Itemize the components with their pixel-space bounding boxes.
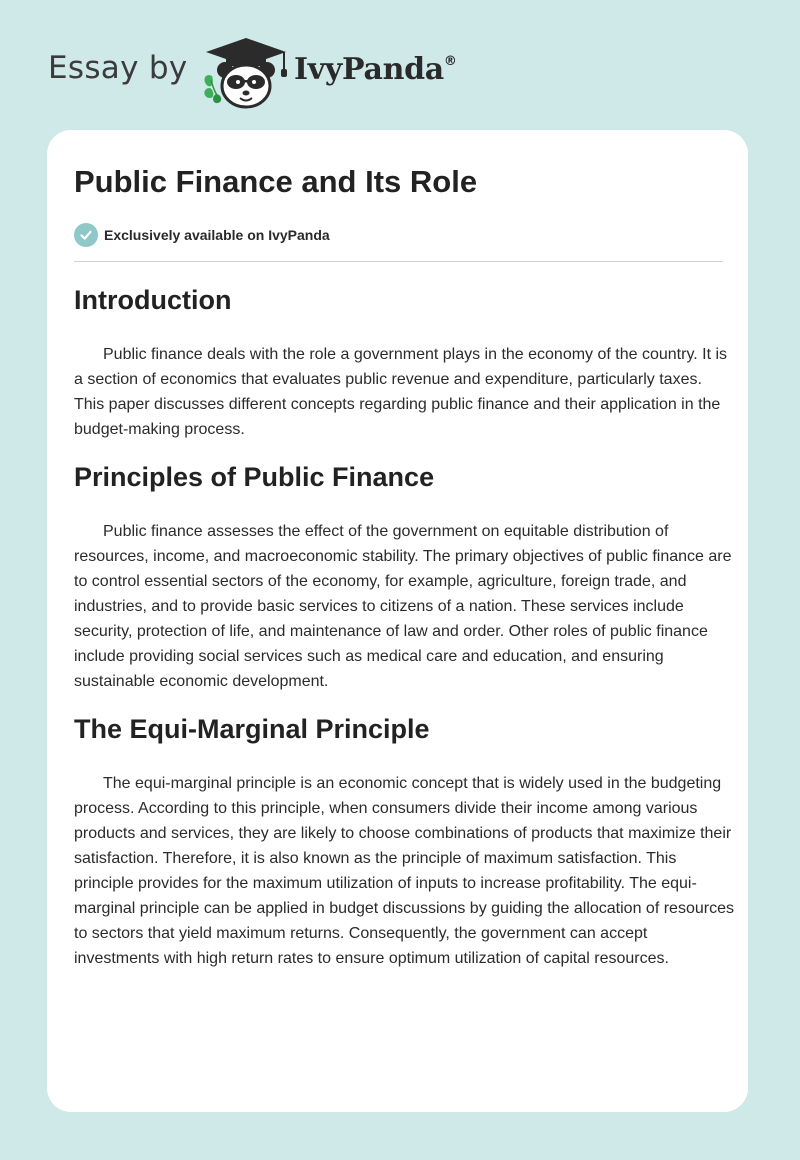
section-heading-principles: Principles of Public Finance [74,462,435,492]
check-icon [74,223,98,247]
site-header [0,0,800,120]
ivy-leaf-icon [204,75,221,103]
exclusive-badge [74,222,330,248]
section-body-equi-marginal: The equi-marginal principle is an economic concept that is widely used in the budgeting process. According to this principle, when consumers divide their income among various products and services, they are likely to choose combinations of products that maximize their satisfaction. Therefore, it is also known as the principle of maximum satisfaction. This principle provides for the maximum utilization of inputs to increase profitability. The equi-marginal principle can be applied in budget discussions by guiding the allocation of resources to sectors that yield maximum returns. Consequently, the government can accept investments with high return rates to ensure optimum utilization of capital resources. [74,775,734,967]
essay-card [47,130,748,1112]
divider [74,261,723,262]
section-heading-introduction: Introduction [74,285,232,315]
section-body-introduction: Public finance deals with the role a government plays in the economy of the country. It is a section of economics that evaluates public revenue and expenditure, particularly taxes. This paper discusses different concepts regarding public finance and their application in the budget-making process. [74,346,728,438]
section-heading-equi-marginal: The Equi-Marginal Principle [74,714,430,744]
page-title: Public Finance and Its Role [74,164,478,199]
essay-by-label: Essay by [48,50,188,86]
section-body-principles: Public finance assesses the effect of the government on equitable distribution of resources, income, and macroeconomic stability. The primary objectives of public finance are to control essential sectors of the economy, for example, agriculture, foreign trade, and industries, and to provide basic services to citizens of a nation. These services include security, protection of life, and maintenance of law and order. Other roles of public finance include providing social services such as medical care and education, and ensuring sustainable economic development. [74,523,732,690]
brand-name-text: IvyPanda [294,52,444,87]
panda-logo-icon[interactable] [198,36,294,110]
exclusive-badge-label: Exclusively available on IvyPanda [104,227,330,243]
brand-name[interactable] [294,52,457,87]
registered-mark: ® [443,54,457,69]
